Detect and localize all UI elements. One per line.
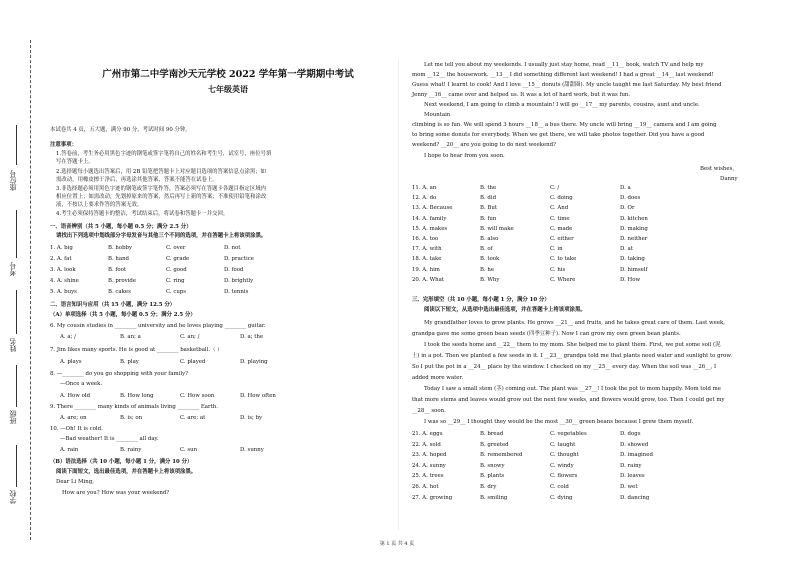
passage-line: to bring some donuts for everybody. When we get there, we will take photos together. Did you have a good (412, 132, 705, 138)
cloze-line: that more stems and leaves would grow out the next few weeks, and flowers would grow, too. Then I could get my (412, 397, 725, 403)
question-10-answer-line: —Bad weather! It is ________ all day. (60, 436, 159, 442)
option: A. plays (60, 359, 82, 365)
option: C. How soon (180, 393, 215, 399)
option: 11. A. an (412, 185, 437, 191)
cloze-line: So I put the pot in a __24__ place by the window. I checked on my __25__ every day. When the soil was __26__, I (412, 364, 717, 370)
passage-line: I hope to hear from you soon. (424, 153, 505, 159)
option: D. a (620, 185, 631, 191)
section2-heading: 二、语言知识与应用（共 15 小题，满分 12.5 分） (50, 302, 176, 308)
option: C. taught (550, 441, 576, 448)
option: C. windy (550, 462, 574, 469)
option: C. are; at (180, 415, 206, 421)
option: B. took (480, 256, 500, 263)
option: B. plants (480, 473, 505, 480)
passage-line: Mountain (424, 112, 451, 118)
question-8: 8. —________ do you go shopping with your family? (50, 371, 189, 377)
option: 14. A. family (412, 215, 447, 222)
option: C. thought (550, 452, 579, 459)
option: C. time (550, 215, 570, 222)
exam-subtitle: 七年级英语 (208, 84, 248, 94)
option: A. are; on (60, 415, 87, 421)
option: D. dogs (620, 431, 641, 437)
option: B. dry (480, 484, 497, 490)
option: D. showed (620, 441, 649, 448)
question-7: 7. Jim likes many sports. He is good at ________ basketball.（ ） (50, 347, 223, 353)
option: B. also (480, 236, 499, 242)
school-label: 学校 (9, 490, 17, 504)
column-divider (398, 60, 399, 530)
section3-heading: 三、完形填空（共 10 小题，每小题 1 分，满分 10 分） (412, 297, 550, 303)
option: 21. A. eggs (412, 431, 443, 437)
section1-heading: 一、语音辨别（共 5 小题，每小题 0.5 分；满分 2.5 分） (50, 224, 192, 230)
option: 5. A. buys (50, 289, 77, 295)
passage-line: Let me tell you about my weekends. I usually just stay home, read __11__ book, watch TV and help my (424, 62, 704, 68)
option: B. How long (120, 393, 154, 399)
cloze-line: __28__ soon. (412, 408, 446, 414)
option: D. tennis (224, 289, 249, 295)
option: B. play (120, 359, 139, 365)
option: 1. A. big (50, 245, 73, 251)
option: 20. A. What (412, 276, 444, 283)
option: B. the (480, 185, 497, 191)
option: D. How (620, 276, 641, 283)
note-line: 3.非选择题必须用黑色字迹的钢笔或签字笔作答，答案必须写在答题卡各题目指定区域内 (56, 186, 266, 192)
option: D. is; by (240, 415, 263, 421)
name-label: 姓名 (9, 338, 17, 352)
option: C. his (550, 266, 566, 273)
option: 17. A. with (412, 246, 442, 253)
option: C. in (550, 246, 563, 253)
option: 16. A. too (412, 236, 439, 242)
option: C. Where (550, 276, 576, 283)
passage-line: Jenny __16__ came over and helped us. It was a lot of hard work, but it was fun. (412, 92, 631, 98)
note-line: 2.选择题每小题选出答案后，用 2B 铅笔把答题卡上对应题目选项的答案信息点涂黑；如 (56, 169, 267, 175)
note-line: 相应位置上；如需改动，先划掉原来的答案，然后再写上新的答案；不准使用铅笔和涂改 (56, 194, 267, 200)
cloze-line: grandpa gave me some green bean seeds (四季豆种子). Now I can grow my own green bean plants. (412, 331, 681, 337)
section2-part-b: （B）语法选择（共 10 小题，每小题 1 分，满分 10 分） (50, 459, 193, 465)
question-9: 9. There ________ many kinds of animals living ________ Earth. (50, 404, 218, 410)
option: B. But (480, 205, 497, 212)
school-field (16, 445, 17, 487)
page-footer: 第 1 页 共 4 页 (379, 541, 415, 547)
option: B. an; a (120, 334, 141, 340)
option: D. brightly (224, 278, 254, 284)
option: C. to take (550, 256, 577, 263)
section3-instruction: 阅读以下短文，从选项中选出最佳选项，并在答题卡上将该项涂黑。 (424, 307, 586, 313)
option: D. sunny (240, 447, 264, 453)
option: D. a; the (240, 334, 264, 340)
option: 12. A. do (412, 195, 437, 202)
option: C. vegetables (550, 431, 587, 437)
exam-title: 广州市第二中学南沙天元学校 2022 学年第一学期期中考试 (102, 69, 354, 80)
option: C. And (550, 205, 569, 212)
option: D. making (620, 225, 648, 232)
option: B. of (480, 246, 493, 253)
cloze-line: My grandfather loves to grow plants. He grows __21__ and fruits, and he takes great care of them. Last week, (424, 320, 726, 326)
option: C. good (166, 267, 187, 273)
exam-number-field (16, 210, 17, 258)
option: A. a; / (60, 334, 76, 340)
passage-line: climbing is so fun. We will spend 3 hours __18__ a bus there. My uncle will bring __19__ camera and I am going (412, 122, 717, 128)
option: D. at (620, 246, 633, 253)
option: 24. A. sunny (412, 462, 446, 469)
cloze-line: I took the seeds home and __22__ them to my mom. She helped me to plant them. First, we put some soil (泥 (424, 342, 721, 348)
option: 25. A. trees (412, 473, 444, 480)
option: 2. A. fat (50, 256, 72, 262)
note-line: 液，不按以上要求作答的答案无效。 (56, 202, 143, 208)
note-line: 写在答题卡上。 (56, 159, 94, 165)
option: D. kitchen (620, 215, 648, 222)
option: 19. A. him (412, 266, 440, 273)
option: D. Or (620, 205, 635, 212)
option: D. does (620, 195, 641, 202)
seat-number-label: 座位号 (9, 170, 17, 191)
option: D. not (224, 245, 241, 251)
option: 27. A. growing (412, 494, 453, 501)
option: B. rainy (120, 447, 142, 453)
cloze-line: 土) in a pot. Then we planted a few seeds in it. I __23__ grandpa told me that plants need water and sunlight to grow. (412, 353, 733, 359)
option: A. How old (60, 393, 91, 399)
option: D. wet (620, 484, 638, 490)
cloze-line: added more water. (412, 375, 464, 381)
option: C. sun (180, 447, 198, 453)
note-line: 4.考生必须保持答题卡的整洁，考试结束后，将试卷和答题卡一并交回。 (56, 211, 229, 217)
cloze-line: I was so __29__ I thought they would be the most __30__ green beans because I grew them myself. (424, 419, 694, 425)
passage-line: Guess what! I learnt to cook! And I love __15__ donuts (甜甜圈). My uncle taught me last Saturday. My best friend (412, 82, 722, 88)
section2-part-b-instruction: 阅读下面短文，选出最佳选项，并在答题卡上将该项涂黑。 (56, 469, 197, 475)
option: C. flowers (550, 473, 578, 480)
letter-greeting: Dear Li Ming, (56, 479, 94, 485)
option: C. doing (550, 195, 573, 202)
option: B. snowy (480, 462, 505, 469)
option: C. grade (166, 256, 190, 262)
question-6: 6. My cousin studies in ________ university and he loves playing ________ guitar. (50, 323, 266, 329)
letter-closing: Best wishes, (700, 166, 735, 172)
option: D. leaves (620, 473, 645, 480)
option: D. How often (240, 393, 276, 399)
option: B. Why (480, 276, 500, 283)
option: B. fun (480, 215, 497, 222)
section2-part-a: （A）单项选择（共 5 小题，每小题 0.5 分；满分 2.5 分） (50, 312, 196, 318)
option: B. did (480, 195, 497, 202)
option: 4. A. shine (50, 278, 79, 284)
option: B. greeted (480, 441, 509, 448)
passage-line: mom __12__ the housework. __13__ I did something different last weekend! I had a great __14__ last weekend! (412, 72, 714, 78)
seat-number-field (16, 125, 17, 165)
option: D. taking (620, 256, 645, 263)
cloze-line: Today I saw a small stem (茎) coming out. The plant was __27__! I took the pot to mom happily. Mom told me (424, 386, 721, 392)
option: D. rainy (620, 462, 642, 469)
binding-line (30, 40, 31, 540)
option: D. playing (240, 359, 268, 365)
binding-sidebar (0, 0, 44, 561)
question-8-answer-line: —Once a week. (60, 381, 103, 387)
option: C. made (550, 225, 573, 232)
option: B. will make (480, 225, 514, 232)
option: 3. A. look (50, 267, 76, 273)
passage-line: weekend? __20__ are you going to do next weekend? (412, 142, 556, 148)
option: C. cups (166, 289, 187, 295)
option: C. an; / (180, 334, 200, 340)
option: C. ring (166, 278, 185, 284)
exam-number-label: 考号 (9, 262, 17, 276)
class-field (16, 365, 17, 407)
notes-heading: 注意事项： (50, 142, 77, 148)
note-line: 1.答卷前，考生务必用黑色字迹的钢笔或签字笔将自己的姓名和考生号，试室号，座位号填 (56, 151, 272, 157)
option: B. cakes (108, 289, 131, 295)
option: C. cold (550, 484, 569, 490)
section1-instruction: 请找出下列选项中划线部分字母发音与其他三个不同的选项，并在答题卡上将该项涂黑。 (56, 233, 267, 239)
letter-signature: Danny (720, 176, 738, 182)
name-field (16, 290, 17, 334)
option: 15. A. makes (412, 225, 448, 232)
note-line: 需改动，用橡皮擦干净后，再选涂其他答案，答案不能答在试卷上。 (56, 177, 218, 183)
option: B. is; on (120, 415, 143, 421)
exam-intro: 本试卷共 4 页，五大题，满分 90 分，考试时间 90 分钟。 (50, 127, 191, 133)
option: 23. A. hoped (412, 452, 447, 459)
option: B. provide (108, 278, 137, 284)
question-10: 10. —Oh! It is cold. (50, 426, 103, 432)
option: D. dancing (620, 494, 650, 501)
option: C. over (166, 245, 186, 251)
option: C. either (550, 236, 574, 242)
option: B. bread (480, 431, 504, 437)
option: B. foot (108, 267, 127, 273)
option: C. dying (550, 494, 573, 501)
option: A. rain (60, 447, 79, 453)
option: D. imagined (620, 452, 653, 459)
option: D. food (224, 267, 244, 273)
class-label: 班级 (9, 410, 17, 424)
option: B. remembered (480, 452, 523, 459)
option: D. practice (224, 256, 254, 262)
option: D. himself (620, 266, 648, 273)
option: B. smiling (480, 494, 508, 501)
option: 18. A. take (412, 256, 442, 263)
option: 22. A. sold (412, 441, 441, 448)
option: 13. A. Because (412, 205, 453, 212)
letter-line: How are you? How was your weekend? (62, 490, 170, 496)
option: D. neither (620, 236, 648, 242)
option: B. hobby (108, 245, 133, 251)
option: 26. A. hot (412, 484, 439, 490)
option: B. he (480, 266, 495, 273)
passage-line: Next weekend, I am going to climb a mountain! I will go __17__ my parents, cousins, aunt and uncle. (424, 102, 700, 108)
option: C. / (550, 185, 560, 191)
option: B. hand (108, 256, 129, 262)
option: C. played (180, 359, 206, 365)
